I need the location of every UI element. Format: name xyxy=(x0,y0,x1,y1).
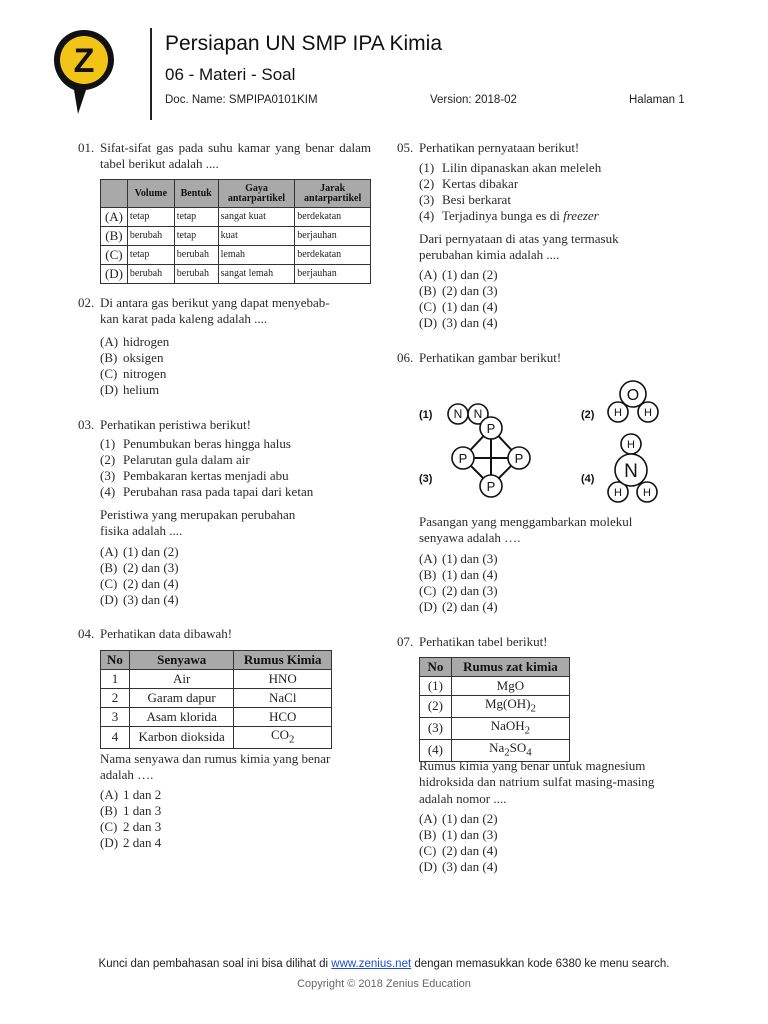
option-text: (1) dan (3) xyxy=(442,827,498,842)
doc-page: Halaman 1 xyxy=(629,94,685,106)
table-header: Bentuk xyxy=(174,180,218,208)
table-cell: 4 xyxy=(101,727,130,749)
question-number: 07. xyxy=(397,634,414,649)
atom-p: P xyxy=(514,451,524,466)
option-label: (A) xyxy=(419,551,438,566)
option-label: (D) xyxy=(419,859,438,874)
formula-subscript: 4 xyxy=(526,746,532,759)
table-cell: berjauhan xyxy=(295,227,371,246)
table-cell: 1 xyxy=(101,670,130,689)
option-b[interactable] xyxy=(100,803,161,819)
list-item xyxy=(100,468,289,484)
option-label: (D) xyxy=(100,835,119,850)
option-text: (2) dan (4) xyxy=(442,599,498,614)
formula-part: Mg(OH) xyxy=(484,696,531,711)
table-cell: (D) xyxy=(101,265,128,284)
item-text: Penumbukan beras hingga halus xyxy=(123,436,291,451)
table-cell: kuat xyxy=(218,227,295,246)
table-cell: lemah xyxy=(218,246,295,265)
atom-p: P xyxy=(458,451,468,466)
table-header: Volume xyxy=(127,180,174,208)
prompt-line: Rumus kimia yang benar untuk magnesium xyxy=(419,758,646,773)
option-text: (3) dan (4) xyxy=(442,859,498,874)
logo-letter: Z xyxy=(73,42,95,80)
table-cell: berdekatan xyxy=(295,246,371,265)
option-text: (1) dan (4) xyxy=(442,299,498,314)
option-c[interactable] xyxy=(419,583,498,599)
question-prompt xyxy=(419,758,690,807)
prompt-line: fisika adalah .... xyxy=(100,523,183,539)
table-cell: HCO xyxy=(234,708,332,727)
table-cell: Garam dapur xyxy=(129,689,234,708)
table-header: Gaya antarpartikel xyxy=(218,180,295,208)
atom-o: O xyxy=(626,387,640,404)
atom-p: P xyxy=(486,421,496,436)
option-c[interactable] xyxy=(100,576,179,592)
option-c[interactable] xyxy=(100,366,166,382)
question-prompt xyxy=(100,507,371,540)
option-label: (C) xyxy=(419,583,437,598)
table-cell: tetap xyxy=(127,246,174,265)
option-text: (2) dan (3) xyxy=(442,283,498,298)
table-header: Rumus Kimia xyxy=(234,651,332,670)
item-label: (2) xyxy=(100,452,116,467)
atom-p: P xyxy=(486,479,496,494)
table-header-row xyxy=(101,180,371,208)
table-row xyxy=(101,265,371,284)
list-item xyxy=(100,452,250,468)
item-text-italic: freezer xyxy=(563,208,599,223)
option-text: (1) dan (3) xyxy=(442,551,498,566)
question-text: Perhatikan gambar berikut! xyxy=(419,350,562,365)
option-text: 1 dan 2 xyxy=(123,787,162,802)
table-row xyxy=(101,227,371,246)
option-d[interactable] xyxy=(419,599,498,615)
table-cell: NaCl xyxy=(234,689,332,708)
formula-part: MgO xyxy=(496,677,525,693)
option-text: (1) dan (4) xyxy=(442,567,498,582)
table-cell: HNO xyxy=(234,670,332,689)
table-row xyxy=(101,708,332,727)
option-a[interactable] xyxy=(100,544,179,560)
formula-subscript: 2 xyxy=(504,746,510,759)
option-label: (A) xyxy=(100,787,119,802)
option-text: 1 dan 3 xyxy=(123,803,162,818)
formula-part: SO xyxy=(509,740,527,755)
list-item xyxy=(419,208,599,224)
option-a[interactable] xyxy=(100,787,161,803)
option-label: (B) xyxy=(419,827,437,842)
question-text: Perhatikan tabel berikut! xyxy=(419,634,548,649)
item-text: Kertas dibakar xyxy=(442,176,519,191)
question-prompt xyxy=(100,751,371,784)
option-text: oksigen xyxy=(123,350,164,365)
atom-n: N xyxy=(453,407,463,421)
option-d[interactable] xyxy=(419,315,498,331)
footer-text: dengan memasukkan kode 6380 ke menu search. xyxy=(411,958,670,970)
atom-h: H xyxy=(643,487,651,499)
table-cell: tetap xyxy=(174,227,218,246)
figure-label-2: (2) xyxy=(581,409,595,421)
footer-note xyxy=(0,958,768,970)
item-label: (1) xyxy=(100,436,116,451)
table-cell: Air xyxy=(129,670,234,689)
table-row xyxy=(101,670,332,689)
option-a[interactable] xyxy=(419,551,498,567)
table-cell: (C) xyxy=(101,246,128,265)
table-header: No xyxy=(101,651,130,670)
formula-subscript: 2 xyxy=(289,733,295,746)
option-b[interactable] xyxy=(419,567,498,583)
prompt-line: Peristiwa yang merupakan perubahan xyxy=(100,507,296,522)
question-text: Perhatikan peristiwa berikut! xyxy=(100,417,251,432)
option-text: (2) dan (4) xyxy=(123,576,179,591)
option-text: (2) dan (4) xyxy=(442,843,498,858)
option-b[interactable] xyxy=(100,350,163,366)
formula-subscript: 2 xyxy=(530,702,536,715)
table-cell xyxy=(234,727,332,749)
list-item xyxy=(419,160,601,176)
table-cell: (3) xyxy=(420,718,452,740)
table-header: No xyxy=(420,658,452,677)
table-cell: sangat lemah xyxy=(218,265,295,284)
table-header: Senyawa xyxy=(129,651,234,670)
option-label: (D) xyxy=(419,315,438,330)
option-b[interactable] xyxy=(419,283,498,299)
molecule-figure xyxy=(415,374,665,510)
option-label: (C) xyxy=(419,843,437,858)
option-label: (C) xyxy=(100,819,118,834)
option-text: (3) dan (4) xyxy=(123,592,179,607)
table-row xyxy=(101,727,332,749)
option-text: (1) dan (2) xyxy=(442,267,498,282)
formula-table xyxy=(419,657,570,762)
option-text: (2) dan (3) xyxy=(123,560,179,575)
table-row xyxy=(420,677,570,696)
copyright: Copyright © 2018 Zenius Education xyxy=(297,978,471,990)
table-cell: 3 xyxy=(101,708,130,727)
option-text: (2) dan (3) xyxy=(442,583,498,598)
gas-properties-table xyxy=(100,179,371,284)
list-item xyxy=(419,176,518,192)
question-number: 03. xyxy=(78,417,95,432)
zenius-link[interactable]: www.zenius.net xyxy=(331,958,412,970)
table-cell: berjauhan xyxy=(295,265,371,284)
prompt-line: Pasangan yang menggambarkan molekul xyxy=(419,514,633,529)
figure-label-4: (4) xyxy=(581,473,595,485)
option-b[interactable] xyxy=(100,560,179,576)
table-cell: berubah xyxy=(174,246,218,265)
formula-part: Na xyxy=(489,740,505,755)
question-number: 04. xyxy=(78,626,95,641)
option-text: hidrogen xyxy=(123,334,170,349)
question-prompt xyxy=(419,231,690,264)
option-text: (1) dan (2) xyxy=(123,544,179,559)
question-text-line: kan karat pada kaleng adalah .... xyxy=(100,311,268,327)
item-label: (3) xyxy=(419,192,435,207)
option-label: (A) xyxy=(100,334,119,349)
option-d[interactable] xyxy=(100,382,159,398)
option-a[interactable] xyxy=(419,267,498,283)
figure-label-3: (3) xyxy=(419,473,433,485)
table-row xyxy=(101,689,332,708)
table-cell: tetap xyxy=(174,208,218,227)
atom-n: N xyxy=(624,461,638,482)
option-label: (A) xyxy=(419,811,438,826)
option-text: helium xyxy=(123,382,160,397)
option-d[interactable] xyxy=(100,592,179,608)
prompt-line: Nama senyawa dan rumus kimia yang benar xyxy=(100,751,331,766)
option-d[interactable] xyxy=(419,859,498,875)
table-cell: tetap xyxy=(127,208,174,227)
table-cell: berubah xyxy=(174,265,218,284)
item-label: (1) xyxy=(419,160,435,175)
option-label: (D) xyxy=(100,592,119,607)
option-label: (B) xyxy=(100,803,118,818)
question-text-line: Di antara gas berikut yang dapat menyebab- xyxy=(100,295,330,310)
list-item xyxy=(100,484,313,500)
option-label: (B) xyxy=(100,560,118,575)
figure-label-1: (1) xyxy=(419,409,433,421)
question-number: 05. xyxy=(397,140,414,155)
atom-h: H xyxy=(614,487,622,499)
option-c[interactable] xyxy=(419,843,498,859)
table-cell: Karbon dioksida xyxy=(129,727,234,749)
table-cell: (A) xyxy=(101,208,128,227)
table-cell: berdekatan xyxy=(295,208,371,227)
molecule-3-p4 xyxy=(452,417,530,497)
question-number: 02. xyxy=(78,295,95,310)
option-a[interactable] xyxy=(100,334,169,350)
option-label: (B) xyxy=(419,567,437,582)
option-label: (C) xyxy=(100,366,118,381)
option-label: (C) xyxy=(419,299,437,314)
option-text: nitrogen xyxy=(123,366,167,381)
prompt-line: hidroksida dan natrium sulfat masing-masing xyxy=(419,774,655,790)
item-label: (4) xyxy=(100,484,116,499)
question-number: 06. xyxy=(397,350,414,365)
item-text: Pelarutan gula dalam air xyxy=(123,452,250,467)
item-text: Pembakaran kertas menjadi abu xyxy=(123,468,289,483)
table-row xyxy=(420,718,570,740)
question-number: 01. xyxy=(78,140,95,155)
option-text: 2 dan 3 xyxy=(123,819,162,834)
page-title: Persiapan UN SMP IPA Kimia xyxy=(165,32,442,55)
table-cell: (1) xyxy=(420,677,452,696)
zenius-logo xyxy=(52,28,116,116)
item-label: (4) xyxy=(419,208,435,223)
prompt-line: adalah …. xyxy=(100,767,154,783)
item-text: Lilin dipanaskan akan meleleh xyxy=(442,160,602,175)
doc-name: Doc. Name: SMPIPA0101KIM xyxy=(165,94,318,106)
table-cell xyxy=(451,718,569,740)
option-label: (B) xyxy=(419,283,437,298)
item-label: (2) xyxy=(419,176,435,191)
table-header xyxy=(101,180,128,208)
header-divider xyxy=(150,28,152,120)
table-cell: Asam klorida xyxy=(129,708,234,727)
molecule-4-nh3 xyxy=(608,434,657,502)
table-cell: (2) xyxy=(420,696,452,718)
prompt-line: adalah nomor .... xyxy=(419,790,507,806)
option-label: (A) xyxy=(419,267,438,282)
formula-part: NaOH xyxy=(490,718,525,733)
option-d[interactable] xyxy=(100,835,161,851)
table-header: Jarak antarpartikel xyxy=(295,180,371,208)
option-c[interactable] xyxy=(100,819,161,835)
atom-n: N xyxy=(473,407,483,421)
option-label: (A) xyxy=(100,544,119,559)
doc-version: Version: 2018-02 xyxy=(430,94,517,106)
option-text: (3) dan (4) xyxy=(442,315,498,330)
item-label: (3) xyxy=(100,468,116,483)
option-text: 2 dan 4 xyxy=(123,835,162,850)
table-cell: berubah xyxy=(127,227,174,246)
question-text: Perhatikan data dibawah! xyxy=(100,626,233,641)
formula-main: CO xyxy=(270,727,290,742)
table-row xyxy=(420,696,570,718)
atom-h: H xyxy=(614,407,622,419)
option-b[interactable] xyxy=(419,827,498,843)
question-text xyxy=(100,295,371,328)
table-header-row xyxy=(420,658,570,677)
table-cell: sangat kuat xyxy=(218,208,295,227)
option-label: (B) xyxy=(100,350,118,365)
question-text: Sifat-sifat gas pada suhu kamar yang benar dalam tabel berikut adalah .... xyxy=(100,140,371,172)
atom-h: H xyxy=(627,439,635,451)
table-header: Rumus zat kimia xyxy=(451,658,569,677)
table-cell xyxy=(451,677,569,696)
prompt-line: perubahan kimia adalah .... xyxy=(419,247,560,263)
footer-text: Kunci dan pembahasan soal ini bisa dilihat di xyxy=(98,958,332,970)
option-c[interactable] xyxy=(419,299,498,315)
molecule-2-h2o xyxy=(608,381,658,422)
question-text: Perhatikan pernyataan berikut! xyxy=(419,140,580,155)
atom-h: H xyxy=(644,407,652,419)
table-cell: 2 xyxy=(101,689,130,708)
table-header-row xyxy=(101,651,332,670)
list-item xyxy=(419,192,511,208)
list-item xyxy=(100,436,291,452)
page-subtitle: 06 - Materi - Soal xyxy=(165,65,296,84)
option-a[interactable] xyxy=(419,811,498,827)
formula-subscript: 2 xyxy=(524,724,531,737)
table-cell: (B) xyxy=(101,227,128,246)
prompt-line: senyawa adalah …. xyxy=(419,530,521,546)
option-label: (D) xyxy=(100,382,119,397)
compound-table xyxy=(100,650,332,749)
option-label: (C) xyxy=(100,576,118,591)
table-cell: (4) xyxy=(420,740,452,762)
option-text: (1) dan (2) xyxy=(442,811,498,826)
prompt-line: Dari pernyataan di atas yang termasuk xyxy=(419,231,619,246)
item-text: Terjadinya bunga es di xyxy=(442,208,564,223)
item-text: Besi berkarat xyxy=(442,192,511,207)
table-row xyxy=(101,246,371,265)
item-text: Perubahan rasa pada tapai dari ketan xyxy=(123,484,314,499)
table-row xyxy=(101,208,371,227)
option-label: (D) xyxy=(419,599,438,614)
table-cell xyxy=(451,696,569,718)
table-cell: berubah xyxy=(127,265,174,284)
question-prompt xyxy=(419,514,690,547)
